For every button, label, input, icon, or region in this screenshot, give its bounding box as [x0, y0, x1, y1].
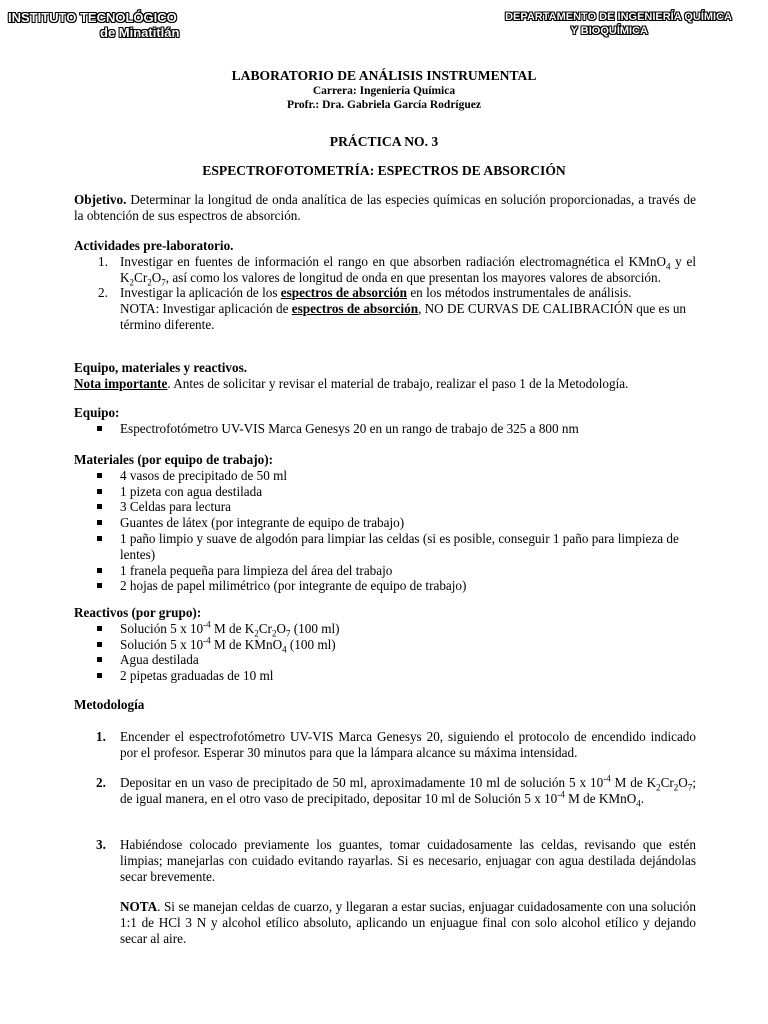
equipment-section-heading: Equipo, materiales y reactivos. — [74, 360, 248, 375]
list-item: 3 Celdas para lectura — [74, 499, 696, 515]
prelab-heading: Actividades pre-laboratorio. — [74, 238, 234, 253]
methodology-step-2: 2. Depositar en un vaso de precipitado de 50 ml, aproximadamente 10 ml de solución 5 x $10^{-4}$ M de $K_2Cr_2O_7$; de igual manera, en el otro vaso de precipitado, depositar 10 ml de Solución 5 x $10^{-4}$ M de KMnO$_4$. — [96, 773, 696, 809]
list-item: Espectrofotómetro UV-VIS Marca Genesys 20 en un rango de trabajo de 325 a 800 nm — [74, 421, 696, 437]
methodology-step-3: 3. Habiéndose colocado previamente los guantes, tomar cuidadosamente las celdas, revisando que estén limpias; manejarlas con cuidado evitando rayarlas. Si es necesario, enjuagar con agua destilada dejándolas secar brevemente. — [96, 837, 696, 884]
equipment-list — [74, 405, 696, 437]
reagents-heading: Reactivos (por grupo): — [74, 605, 202, 620]
list-item: 2 hojas de papel milimétrico (por integrante de equipo de trabajo) — [74, 578, 696, 594]
reagents-list — [74, 605, 696, 684]
methodology-list — [74, 729, 696, 761]
list-item: 1 pizeta con agua destilada — [74, 484, 696, 500]
list-item: Solución 5 x $10^{-4}$ M de KMnO$_4$ (100 ml) — [74, 637, 696, 653]
equipment-heading: Equipo: — [74, 405, 120, 420]
department-name: DEPARTAMENTO DE INGENIERÍA QUÍMICA — [505, 11, 732, 23]
institute-name: INSTITUTO TECNOLÓGICO — [8, 10, 177, 25]
list-item: 4 vasos de precipitado de 50 ml — [74, 468, 696, 484]
prelab-item-1: 1. Investigar en fuentes de información el rango en que absorben radiación electromagnética el KMnO$_4$ y el $K_2Cr_2O_7$, así como los valores de longitud de onda en que presentan los mayores valores de absorción. — [98, 253, 696, 288]
list-item: Solución 5 x $10^{-4}$ M de $K_2Cr_2O_7$ (100 ml) — [74, 621, 696, 637]
objective-label: Objetivo. — [74, 192, 127, 207]
institute-city: de Minatitlán — [100, 25, 180, 40]
objective — [74, 192, 696, 224]
institute-header — [8, 10, 179, 40]
list-item: 1 paño limpio y suave de algodón para limpiar las celdas (si es posible, conseguir 1 paño para limpieza de lentes) — [74, 531, 696, 563]
list-item: Agua destilada — [74, 652, 696, 668]
prelab-section — [74, 238, 696, 333]
materials-heading: Materiales (por equipo de trabajo): — [74, 452, 274, 467]
list-item: 1 franela pequeña para limpieza del área del trabajo — [74, 563, 696, 579]
department-header — [505, 10, 732, 38]
methodology-step-1: 1. Encender el espectrofotómetro UV-VIS Marca Genesys 20, siguiendo el protocolo de encendido indicado por el profesor. Esperar 30 minutos para que la lámpara alcance su máxima intensidad. — [96, 729, 696, 760]
list-item: Guantes de látex (por integrante de equipo de trabajo) — [74, 515, 696, 531]
objective-text: Determinar la longitud de onda analítica de las especies químicas en solución proporcionadas, a través de la obtención de sus espectros de absorción. — [74, 192, 696, 223]
practice-number: PRÁCTICA NO. 3 — [329, 134, 439, 149]
practice-topic: ESPECTROFOTOMETRÍA: ESPECTROS DE ABSORCIÓN — [202, 163, 566, 178]
materials-list — [74, 452, 696, 594]
methodology-note: NOTA. Si se manejan celdas de cuarzo, y llegaran a estar sucias, enjuagar cuidadosamente con una solución 1:1 de HCl 3 N y alcohol etílico absoluto, aplicando un enjuague final con solo alcohol etílico y dejando secar al aire. — [120, 899, 696, 946]
lab-title: LABORATORIO DE ANÁLISIS INSTRUMENTAL — [231, 68, 537, 83]
important-note: Nota importante. Antes de solicitar y revisar el material de trabajo, realizar el paso 1 de la Metodología. — [74, 375, 629, 391]
document-titles — [0, 68, 768, 112]
department-name-cont: Y BIOQUÍMICA — [570, 25, 648, 37]
list-item: 2 pipetas graduadas de 10 ml — [74, 668, 696, 684]
methodology-heading: Metodología — [74, 697, 145, 712]
prelab-item-2: 2. Investigar la aplicación de los espectros de absorción en los métodos instrumentales de análisis. NOTA: Investigar aplicación de espectros de absorción, NO DE CURVAS DE CALIBRACIÓN que es un término diferente. — [98, 285, 687, 332]
professor-line: Profr.: Dra. Gabriela García Rodríguez — [287, 99, 481, 111]
career-line: Carrera: Ingeniería Química — [312, 85, 456, 97]
equipment-section — [74, 360, 696, 392]
